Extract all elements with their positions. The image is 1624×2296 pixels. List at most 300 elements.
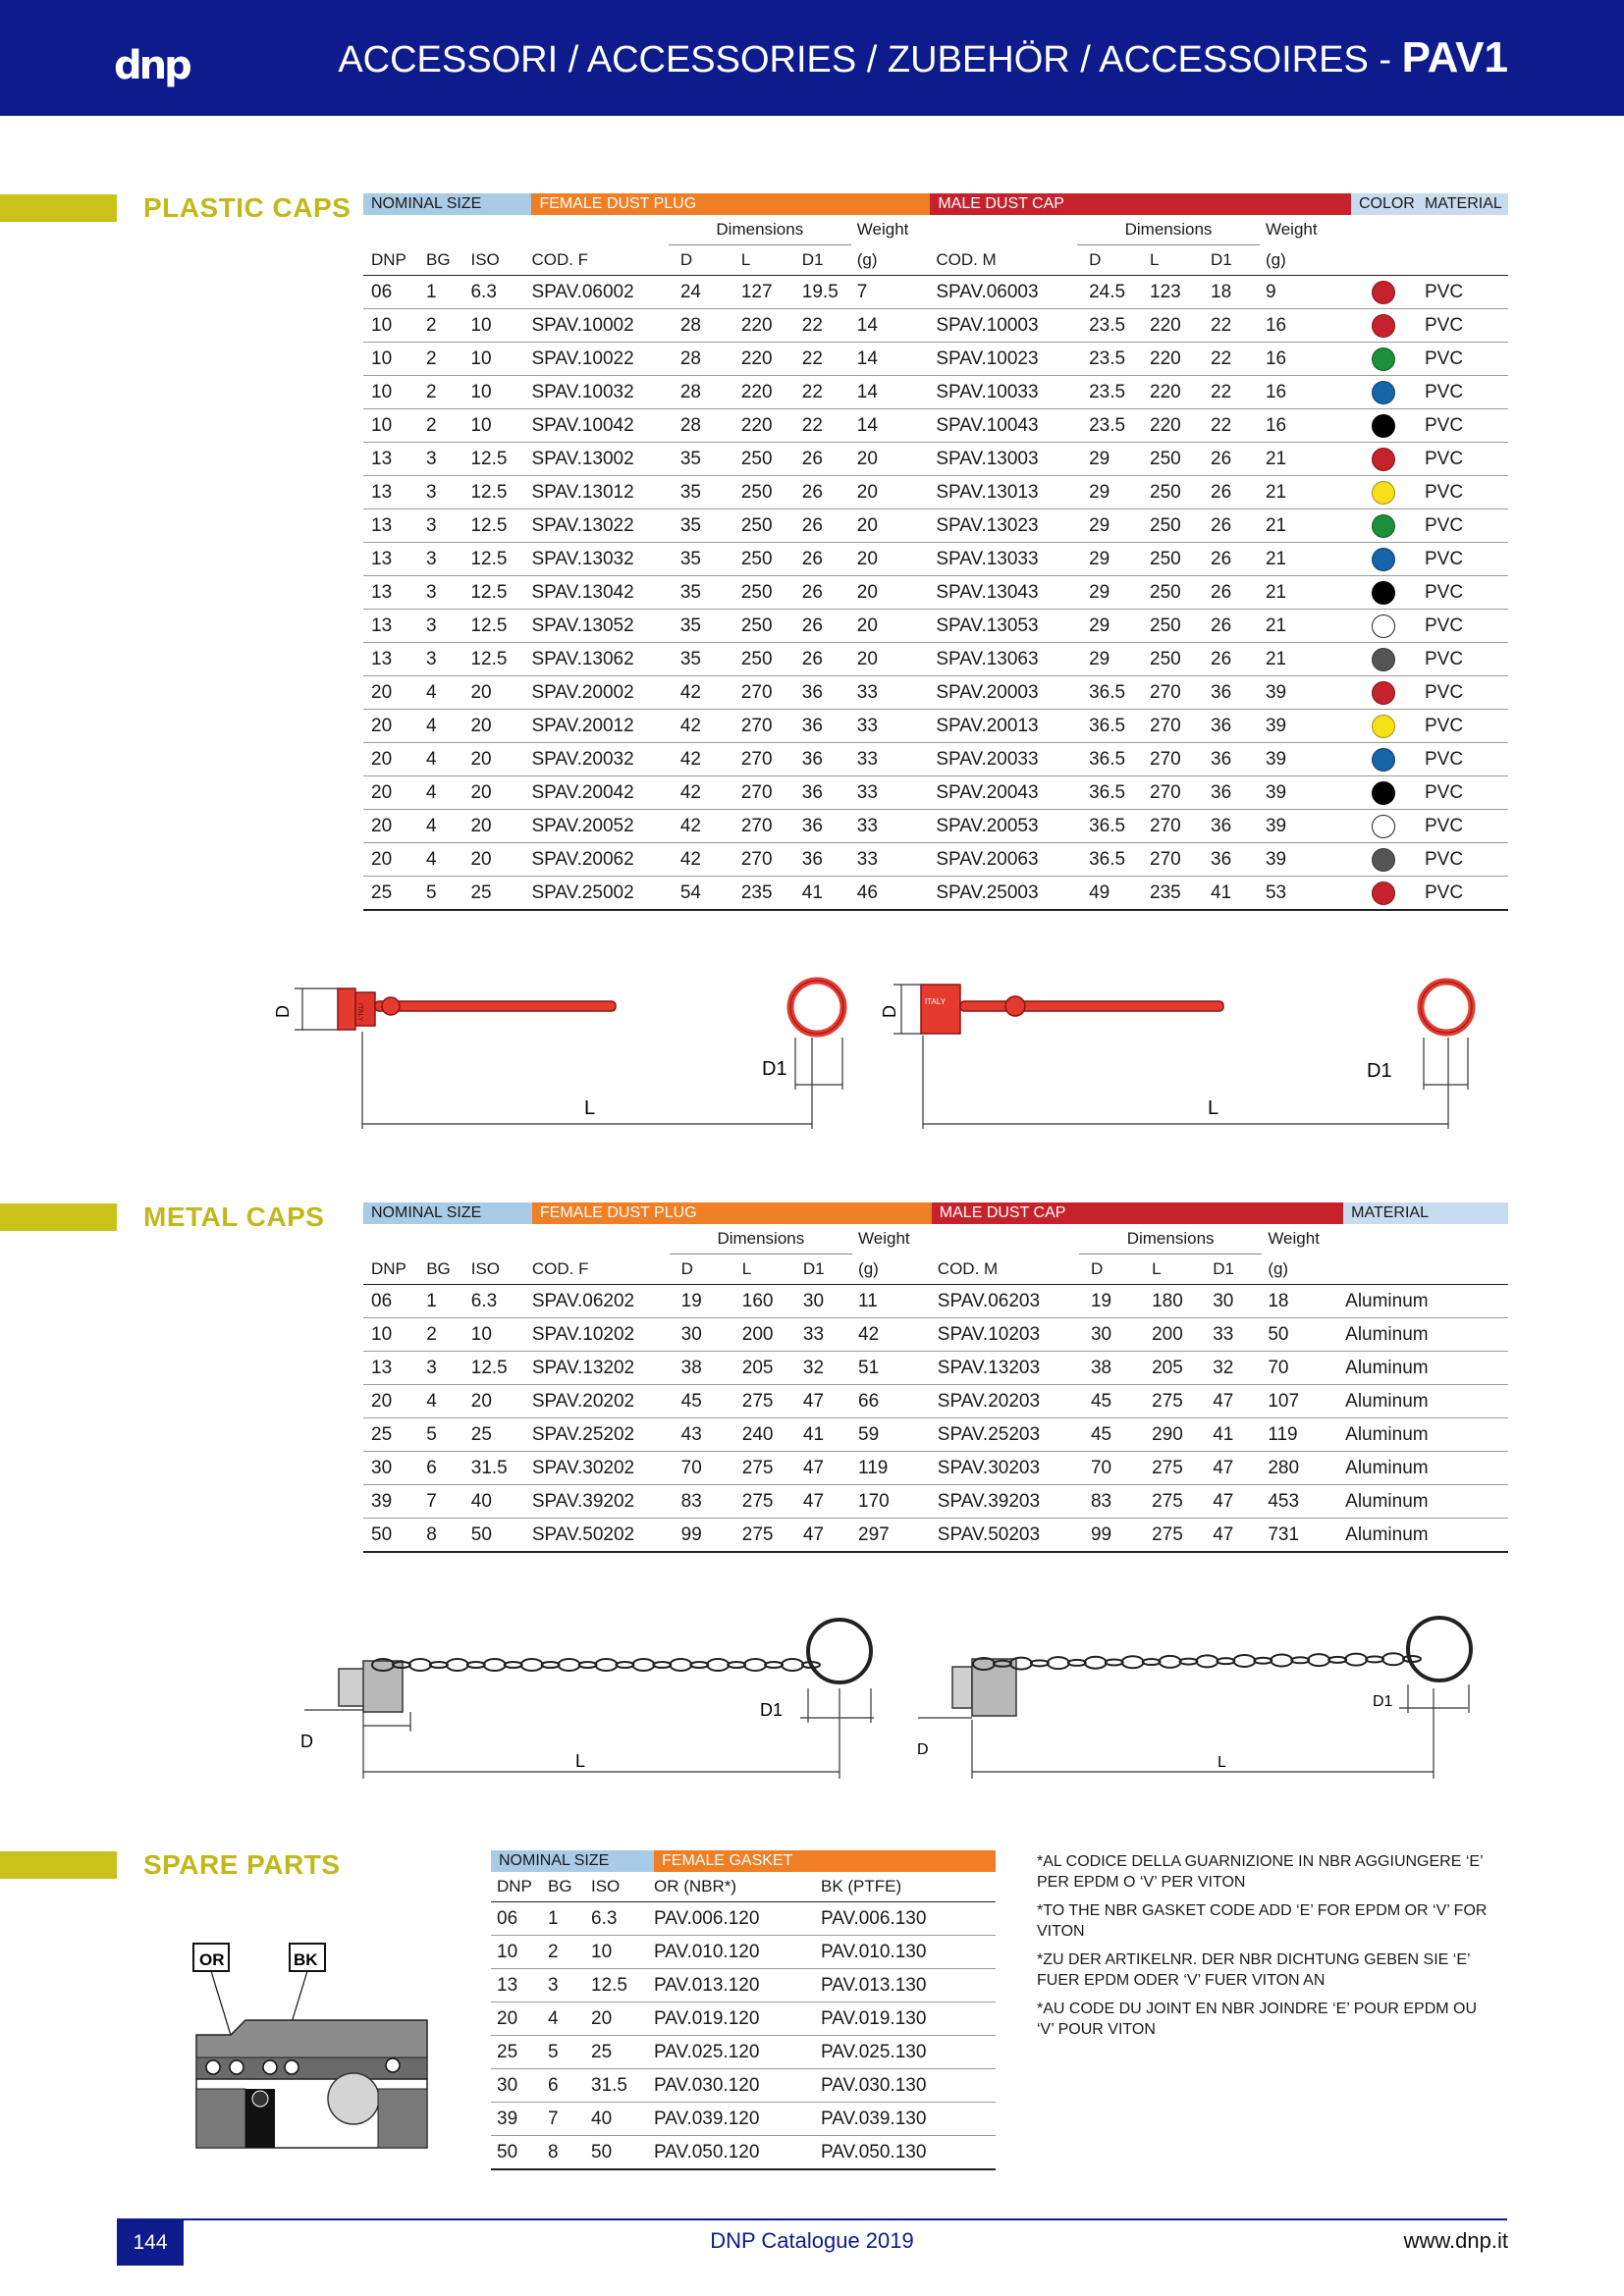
- cell-bg: 6: [426, 1452, 471, 1485]
- col-cod-f: COD. F: [532, 1255, 670, 1285]
- cell-color: [1351, 443, 1417, 476]
- cell-dnp: 20: [491, 2002, 548, 2036]
- nominal-size-header: NOMINAL SIZE: [363, 1202, 532, 1224]
- cell-d1: 26: [790, 476, 851, 509]
- cell-color: [1351, 376, 1417, 409]
- table-row: [363, 1352, 1508, 1385]
- cell-d-m: 24.5: [1077, 276, 1138, 309]
- chain-link: [521, 1659, 543, 1671]
- cell-l-m: 275: [1140, 1519, 1201, 1553]
- spare-parts-rows: [491, 1902, 996, 2170]
- svg-text:D1: D1: [760, 1700, 784, 1720]
- cell-dnp: 13: [363, 443, 426, 476]
- material-header: MATERIAL: [1417, 193, 1508, 215]
- cell-l-m: 250: [1138, 476, 1199, 509]
- chain-link: [484, 1659, 506, 1671]
- cell-color: [1351, 676, 1417, 710]
- cell-bg: 4: [426, 776, 470, 810]
- cell-d-m: 29: [1077, 443, 1138, 476]
- cell-color: [1351, 309, 1417, 343]
- cell-iso: 10: [470, 376, 531, 409]
- color-swatch-blue: [1372, 381, 1395, 404]
- cell-l: 270: [730, 776, 790, 810]
- cell-dnp: 30: [491, 2069, 548, 2103]
- cell-weight-m: 16: [1260, 376, 1351, 409]
- cell-color: [1351, 643, 1417, 676]
- chain-link: [1217, 1658, 1234, 1664]
- cell-bg: 3: [426, 1352, 471, 1385]
- cell-dnp: 10: [363, 1318, 426, 1352]
- cell-l: 275: [731, 1519, 791, 1553]
- cell-cod-m: SPAV.10003: [930, 309, 1077, 343]
- dnp-logo: dnp: [114, 43, 189, 88]
- cell-weight-f: 33: [851, 776, 931, 810]
- svg-text:D1: D1: [1373, 1693, 1393, 1710]
- cell-iso: 50: [591, 2136, 654, 2170]
- cell-d-m: 38: [1079, 1352, 1140, 1385]
- cell-bg: 3: [426, 509, 470, 543]
- chain-link: [1085, 1657, 1107, 1669]
- color-swatch-red: [1372, 448, 1395, 471]
- weight-header: Weight: [1268, 1229, 1320, 1249]
- cell-l: 220: [730, 376, 790, 409]
- col-iso: ISO: [591, 1872, 654, 1902]
- cell-d: 24: [669, 276, 730, 309]
- col-dnp: DNP: [491, 1872, 548, 1902]
- chain-link: [1291, 1657, 1309, 1663]
- cell-d1: 41: [790, 877, 851, 911]
- cell-weight-f: 297: [852, 1519, 932, 1553]
- cell-d-m: 29: [1077, 543, 1138, 576]
- nominal-size-header: NOMINAL SIZE: [363, 193, 531, 215]
- cell-d1: 26: [790, 543, 851, 576]
- chain-link: [1160, 1656, 1181, 1668]
- metal-female-plug-drawing: [339, 1620, 871, 1712]
- chain-link: [1308, 1654, 1329, 1666]
- cell-or-code: PAV.050.120: [654, 2136, 821, 2170]
- cell-dnp: 20: [363, 1385, 426, 1418]
- cell-cod-m: SPAV.20033: [930, 743, 1077, 776]
- dim-l-label: L: [1208, 1097, 1219, 1119]
- page-title: ACCESSORI / ACCESSORIES / ZUBEHÖR / ACCESSOIRES - PAV1: [338, 33, 1508, 81]
- table-row: [363, 877, 1508, 911]
- cell-weight-m: 39: [1260, 843, 1351, 877]
- cell-cod-f: SPAV.13202: [532, 1352, 670, 1385]
- cell-d: 35: [669, 509, 730, 543]
- cell-l-m: 290: [1140, 1418, 1201, 1452]
- material-header: MATERIAL: [1343, 1202, 1508, 1224]
- table-row: [491, 1936, 996, 1969]
- cell-material: PVC: [1417, 877, 1508, 911]
- cell-l-m: 220: [1138, 309, 1199, 343]
- cell-d: 35: [669, 443, 730, 476]
- cell-l: 160: [731, 1285, 791, 1318]
- cell-d1: 32: [791, 1352, 852, 1385]
- cell-d-m: 83: [1079, 1485, 1140, 1519]
- cell-weight-f: 46: [851, 877, 931, 911]
- cell-dnp: 13: [363, 543, 426, 576]
- cell-weight-m: 39: [1260, 743, 1351, 776]
- cell-l-m: 270: [1138, 676, 1199, 710]
- chain-link: [1048, 1657, 1069, 1669]
- cell-weight-m: 18: [1262, 1285, 1343, 1318]
- cell-bg: 4: [426, 743, 470, 776]
- cell-bg: 3: [426, 476, 470, 509]
- cell-d: 30: [670, 1318, 731, 1352]
- cell-d: 35: [669, 543, 730, 576]
- col-g: (g): [852, 1255, 932, 1285]
- col-l: L: [1140, 1255, 1201, 1285]
- col-d1: D1: [1199, 245, 1260, 276]
- cell-bg: 4: [426, 1385, 471, 1418]
- cell-bg: 5: [426, 1418, 471, 1452]
- color-swatch-red: [1372, 681, 1395, 705]
- table-row: [363, 1385, 1508, 1418]
- cell-d1-m: 36: [1199, 810, 1260, 843]
- svg-text:ITALY: ITALY: [356, 1003, 363, 1022]
- section-marker: [0, 194, 117, 222]
- cell-d1-m: 47: [1201, 1385, 1262, 1418]
- cell-d-m: 36.5: [1077, 776, 1138, 810]
- color-header: COLOR: [1351, 193, 1417, 215]
- col-dnp: DNP: [363, 245, 426, 276]
- footer-website[interactable]: www.dnp.it: [1403, 2228, 1508, 2253]
- cell-d1-m: 26: [1199, 576, 1260, 610]
- chain-link: [1366, 1656, 1383, 1662]
- cell-cod-m: SPAV.25003: [930, 877, 1077, 911]
- dimensions-header: Dimensions: [669, 215, 851, 245]
- cell-l: 250: [730, 509, 790, 543]
- cell-d1: 47: [791, 1519, 852, 1553]
- cell-l: 220: [730, 309, 790, 343]
- col-iso: ISO: [471, 1255, 532, 1285]
- cell-d: 35: [669, 576, 730, 610]
- cell-cod-m: SPAV.06003: [930, 276, 1077, 309]
- cell-iso: 12.5: [471, 1352, 532, 1385]
- cell-bg: 4: [426, 843, 470, 877]
- cell-d-m: 36.5: [1077, 743, 1138, 776]
- cell-d1: 47: [791, 1385, 852, 1418]
- cell-d-m: 45: [1079, 1385, 1140, 1418]
- cell-weight-m: 731: [1262, 1519, 1343, 1553]
- female-gasket-header: FEMALE GASKET: [654, 1850, 996, 1872]
- section-marker: [0, 1851, 117, 1879]
- cell-material: PVC: [1417, 443, 1508, 476]
- cell-cod-f: SPAV.20042: [531, 776, 668, 810]
- cell-color: [1351, 509, 1417, 543]
- cell-bg: 4: [426, 810, 470, 843]
- cell-cod-f: SPAV.25002: [531, 877, 668, 911]
- cell-material: PVC: [1417, 309, 1508, 343]
- chain-link: [409, 1659, 431, 1671]
- cell-l-m: 250: [1138, 443, 1199, 476]
- table-row: [363, 810, 1508, 843]
- footer-rule: [117, 2218, 1507, 2220]
- color-swatch-green: [1372, 514, 1395, 538]
- cell-d: 43: [670, 1418, 731, 1452]
- chain-link: [728, 1662, 745, 1668]
- cell-dnp: 25: [363, 1418, 426, 1452]
- cell-material: Aluminum: [1343, 1519, 1508, 1553]
- cell-d: 35: [669, 610, 730, 643]
- chain-link: [1345, 1654, 1367, 1666]
- cell-iso: 40: [591, 2103, 654, 2136]
- table-row: [363, 1485, 1508, 1519]
- cell-d-m: 36.5: [1077, 843, 1138, 877]
- cell-iso: 20: [470, 676, 531, 710]
- female-dust-plug-drawing: [338, 981, 843, 1034]
- chain-link: [653, 1662, 671, 1668]
- chain-link: [1233, 1655, 1255, 1667]
- cell-l: 250: [730, 443, 790, 476]
- cell-bg: 3: [426, 443, 470, 476]
- cell-d-m: 99: [1079, 1519, 1140, 1553]
- cell-l: 205: [731, 1352, 791, 1385]
- cell-l-m: 220: [1138, 343, 1199, 376]
- chain-link: [707, 1659, 729, 1671]
- gasket-note-en: *TO THE NBR GASKET CODE ADD ‘E’ FOR EPDM OR ‘V’ FOR VITON: [1037, 1902, 1488, 1940]
- cell-bg: 1: [426, 276, 470, 309]
- cell-dnp: 25: [491, 2036, 548, 2069]
- cell-bg: 7: [548, 2103, 591, 2136]
- cell-bk-code: PAV.025.130: [821, 2036, 996, 2069]
- cell-d: 42: [669, 843, 730, 877]
- cell-cod-f: SPAV.13022: [531, 509, 668, 543]
- cell-cod-f: SPAV.20002: [531, 676, 668, 710]
- cell-material: PVC: [1417, 509, 1508, 543]
- cell-dnp: 06: [363, 276, 426, 309]
- cell-d1-m: 26: [1199, 443, 1260, 476]
- cell-weight-m: 70: [1262, 1352, 1343, 1385]
- table-row: [491, 2069, 996, 2103]
- cell-d: 19: [670, 1285, 731, 1318]
- cell-dnp: 13: [491, 1969, 548, 2002]
- chain-link: [670, 1659, 691, 1671]
- cell-weight-f: 14: [851, 343, 931, 376]
- cell-d: 28: [669, 376, 730, 409]
- cell-d1: 47: [791, 1485, 852, 1519]
- cell-d1: 36: [790, 710, 851, 743]
- cell-dnp: 50: [363, 1519, 426, 1553]
- cell-iso: 50: [471, 1519, 532, 1553]
- cell-material: Aluminum: [1343, 1418, 1508, 1452]
- cell-l: 270: [730, 743, 790, 776]
- cell-dnp: 20: [363, 743, 426, 776]
- cell-weight-f: 14: [851, 409, 931, 443]
- cell-d: 70: [670, 1452, 731, 1485]
- cell-material: PVC: [1417, 710, 1508, 743]
- cell-d1: 36: [790, 776, 851, 810]
- cell-material: PVC: [1417, 343, 1508, 376]
- cell-cod-f: SPAV.13052: [531, 610, 668, 643]
- plastic-caps-rows: [363, 276, 1508, 911]
- cell-bg: 4: [426, 676, 470, 710]
- cell-l-m: 205: [1140, 1352, 1201, 1385]
- cell-iso: 20: [471, 1385, 532, 1418]
- metal-male-cap-drawing: [952, 1618, 1471, 1716]
- chain-link: [632, 1659, 654, 1671]
- cell-dnp: 10: [363, 409, 426, 443]
- table-row: [491, 2002, 996, 2036]
- cell-d1: 22: [790, 309, 851, 343]
- color-swatch-red: [1372, 881, 1395, 905]
- table-row: [363, 1418, 1508, 1452]
- cell-dnp: 50: [491, 2136, 548, 2170]
- cell-l: 250: [730, 543, 790, 576]
- cell-weight-f: 7: [851, 276, 931, 309]
- table-row: [363, 376, 1508, 409]
- cell-cod-f: SPAV.20032: [531, 743, 668, 776]
- cell-material: Aluminum: [1343, 1385, 1508, 1418]
- cell-or-code: PAV.019.120: [654, 2002, 821, 2036]
- cell-d-m: 49: [1077, 877, 1138, 911]
- cell-cod-f: SPAV.10032: [531, 376, 668, 409]
- chain-link: [467, 1662, 485, 1668]
- cell-bk-code: PAV.039.130: [821, 2103, 996, 2136]
- col-iso: ISO: [470, 245, 531, 276]
- cell-bg: 5: [426, 877, 470, 911]
- cell-d1-m: 36: [1199, 776, 1260, 810]
- cell-bg: 3: [426, 576, 470, 610]
- col-l: L: [731, 1255, 791, 1285]
- cell-dnp: 39: [491, 2103, 548, 2136]
- cell-d: 28: [669, 309, 730, 343]
- cell-material: PVC: [1417, 810, 1508, 843]
- color-swatch-white: [1372, 614, 1395, 638]
- cell-cod-m: SPAV.10203: [932, 1318, 1079, 1352]
- cell-or-code: PAV.010.120: [654, 1936, 821, 1969]
- cell-color: [1351, 610, 1417, 643]
- cell-d1: 33: [791, 1318, 852, 1352]
- cell-material: PVC: [1417, 743, 1508, 776]
- cell-weight-f: 20: [851, 543, 931, 576]
- cell-dnp: 13: [363, 476, 426, 509]
- cell-cod-m: SPAV.25203: [932, 1418, 1079, 1452]
- cell-cod-m: SPAV.13063: [930, 643, 1077, 676]
- table-row: [363, 1318, 1508, 1352]
- cell-cod-f: SPAV.20012: [531, 710, 668, 743]
- table-row: [363, 409, 1508, 443]
- col-d: D: [670, 1255, 731, 1285]
- table-row: [363, 843, 1508, 877]
- cell-d: 42: [669, 676, 730, 710]
- cell-weight-m: 453: [1262, 1485, 1343, 1519]
- cell-d1-m: 22: [1199, 376, 1260, 409]
- cell-l-m: 200: [1140, 1318, 1201, 1352]
- cell-cod-f: SPAV.13042: [531, 576, 668, 610]
- color-swatch-yellow: [1372, 715, 1395, 738]
- gasket-note-fr: *AU CODE DU JOINT EN NBR JOINDRE ‘E’ POUR EPDM OU ‘V’ POUR VITON: [1037, 2001, 1478, 2038]
- cell-weight-m: 39: [1260, 676, 1351, 710]
- cell-iso: 6.3: [471, 1285, 532, 1318]
- cell-d1: 36: [790, 743, 851, 776]
- cell-cod-f: SPAV.20062: [531, 843, 668, 877]
- col-g: (g): [851, 245, 931, 276]
- cell-l-m: 270: [1138, 743, 1199, 776]
- cell-material: PVC: [1417, 276, 1508, 309]
- metal-caps-drawing: [285, 1610, 1492, 1787]
- cell-d1: 26: [790, 576, 851, 610]
- cell-l-m: 123: [1138, 276, 1199, 309]
- cell-l: 270: [730, 810, 790, 843]
- cell-d: 42: [669, 776, 730, 810]
- cell-dnp: 39: [363, 1485, 426, 1519]
- cell-dnp: 13: [363, 610, 426, 643]
- chain-link: [579, 1662, 597, 1668]
- or-label: OR: [199, 1950, 225, 1969]
- gasket-note-it: *AL CODICE DELLA GUARNIZIONE IN NBR AGGIUNGERE ‘E’ PER EPDM O ‘V’ PER VITON: [1037, 1853, 1484, 1891]
- cell-iso: 40: [471, 1485, 532, 1519]
- cell-cod-f: SPAV.50202: [532, 1519, 670, 1553]
- cell-material: Aluminum: [1343, 1285, 1508, 1318]
- cell-weight-f: 51: [852, 1352, 932, 1385]
- cell-l: 220: [730, 409, 790, 443]
- table-row: [363, 1519, 1508, 1553]
- plastic-caps-title: PLASTIC CAPS: [143, 192, 352, 223]
- cell-d1-m: 32: [1201, 1352, 1262, 1385]
- cell-cod-m: SPAV.10043: [930, 409, 1077, 443]
- cell-weight-m: 21: [1260, 443, 1351, 476]
- cell-iso: 31.5: [591, 2069, 654, 2103]
- cell-bg: 2: [426, 309, 470, 343]
- cell-dnp: 20: [363, 810, 426, 843]
- table-row: [363, 343, 1508, 376]
- cell-material: Aluminum: [1343, 1485, 1508, 1519]
- weight-header: Weight: [858, 1229, 910, 1249]
- cell-color: [1351, 710, 1417, 743]
- cell-dnp: 20: [363, 710, 426, 743]
- plastic-caps-table: [363, 193, 1508, 911]
- chain-link: [1196, 1655, 1218, 1667]
- cell-cod-f: SPAV.20052: [531, 810, 668, 843]
- cell-color: [1351, 776, 1417, 810]
- cell-cod-f: SPAV.10202: [532, 1318, 670, 1352]
- cell-d1-m: 26: [1199, 476, 1260, 509]
- cell-l-m: 220: [1138, 409, 1199, 443]
- cell-d1-m: 33: [1201, 1318, 1262, 1352]
- cell-d1-m: 36: [1199, 743, 1260, 776]
- cell-or-code: PAV.039.120: [654, 2103, 821, 2136]
- cell-bk-code: PAV.010.130: [821, 1936, 996, 1969]
- cell-cod-f: SPAV.10042: [531, 409, 668, 443]
- cell-d1-m: 26: [1199, 643, 1260, 676]
- cell-dnp: 25: [363, 877, 426, 911]
- cell-d-m: 23.5: [1077, 376, 1138, 409]
- cell-d-m: 70: [1079, 1452, 1140, 1485]
- cell-cod-m: SPAV.10033: [930, 376, 1077, 409]
- cell-weight-f: 20: [851, 643, 931, 676]
- cell-cod-m: SPAV.30203: [932, 1452, 1079, 1485]
- cell-weight-m: 16: [1260, 409, 1351, 443]
- cell-bg: 7: [426, 1485, 471, 1519]
- col-bg: BG: [548, 1872, 591, 1902]
- dim-d-label: D: [880, 1005, 899, 1018]
- cell-weight-f: 20: [851, 476, 931, 509]
- cell-iso: 20: [470, 710, 531, 743]
- cell-d1: 22: [790, 376, 851, 409]
- cell-l-m: 270: [1138, 810, 1199, 843]
- cell-dnp: 10: [363, 309, 426, 343]
- cell-d1: 36: [790, 843, 851, 877]
- cell-bg: 2: [426, 1318, 471, 1352]
- cell-weight-f: 170: [852, 1485, 932, 1519]
- cell-d1-m: 36: [1199, 843, 1260, 877]
- cell-bg: 3: [548, 1969, 591, 2002]
- cell-cod-f: SPAV.13002: [531, 443, 668, 476]
- cell-l: 127: [730, 276, 790, 309]
- spare-parts-table: [491, 1850, 996, 2170]
- spare-parts-title: SPARE PARTS: [143, 1849, 341, 1880]
